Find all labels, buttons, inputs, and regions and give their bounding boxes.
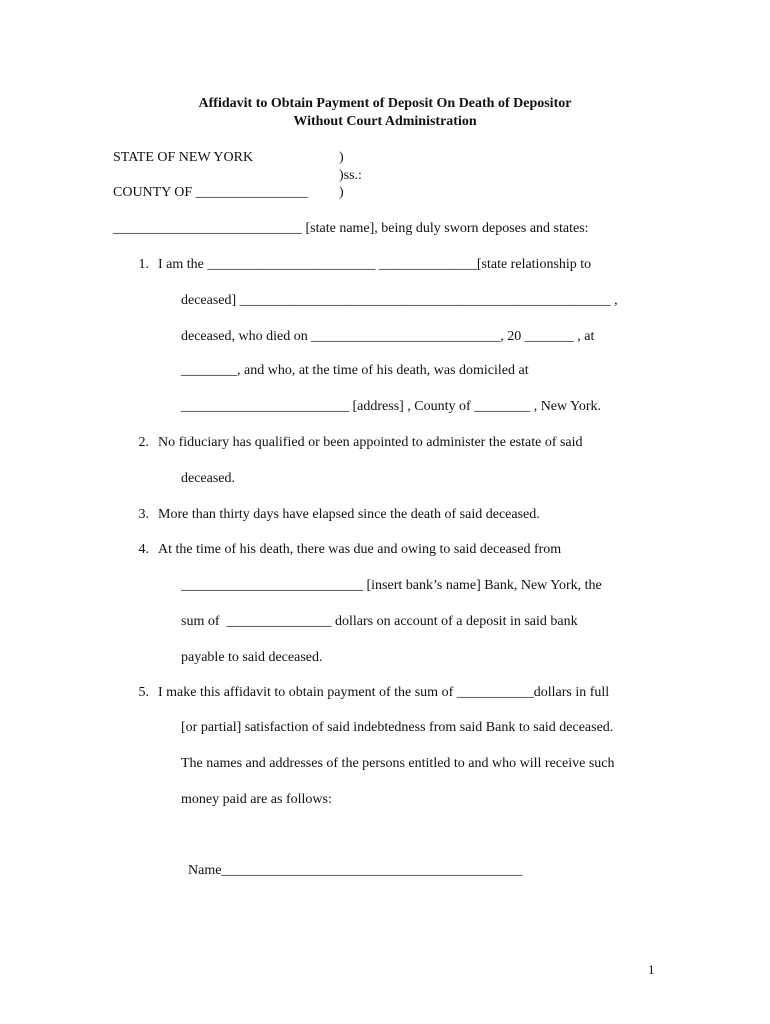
- item-1-line-1: I am the ________________________ ______________[state relationship to: [158, 257, 592, 272]
- venue-paren-3: ): [339, 185, 344, 200]
- item-5-line-3: The names and addresses of the persons entitled to and who will receive such: [181, 756, 615, 771]
- item-5-line-4: money paid are as follows:: [181, 792, 332, 807]
- item-1-line-4: ________, and who, at the time of his death, was domiciled at: [181, 363, 529, 378]
- name-field: Name___________________________________________: [188, 863, 523, 878]
- venue-ss: )ss.:: [339, 168, 362, 183]
- venue-paren-1: ): [339, 150, 344, 165]
- item-number: 4.: [138, 542, 149, 557]
- page-number: 1: [648, 962, 655, 977]
- item-1-line-5: ________________________ [address] , County of ________ , New York.: [181, 399, 601, 414]
- item-4-line-4: payable to said deceased.: [181, 650, 323, 665]
- item-4-line-3: sum of _______________ dollars on account of a deposit in said bank: [181, 614, 578, 629]
- document-subtitle: Without Court Administration: [293, 114, 477, 129]
- item-number: 3.: [138, 507, 149, 522]
- item-4-line-2: __________________________ [insert bank’s name] Bank, New York, the: [181, 578, 602, 593]
- item-4-line-1: At the time of his death, there was due and owing to said deceased from: [158, 542, 562, 557]
- document-title: Affidavit to Obtain Payment of Deposit On Death of Depositor: [198, 96, 572, 111]
- item-number: 1.: [138, 257, 149, 272]
- intro-statement: ___________________________ [state name], being duly sworn deposes and states:: [113, 221, 589, 236]
- item-5-line-1: I make this affidavit to obtain payment of the sum of ___________dollars in full: [158, 685, 610, 700]
- item-3-line-1: More than thirty days have elapsed since the death of said deceased.: [158, 507, 540, 522]
- venue-county: COUNTY OF ________________: [113, 185, 308, 200]
- item-number: 5.: [138, 685, 149, 700]
- item-5-line-2: [or partial] satisfaction of said indebtedness from said Bank to said deceased.: [181, 720, 614, 735]
- item-1-line-2: deceased] _____________________________________________________ ,: [181, 293, 618, 308]
- item-2-line-2: deceased.: [181, 471, 236, 486]
- item-1-line-3: deceased, who died on ___________________________, 20 _______ , at: [181, 329, 595, 344]
- item-2-line-1: No fiduciary has qualified or been appointed to administer the estate of said: [158, 435, 583, 450]
- venue-state: STATE OF NEW YORK: [113, 150, 254, 165]
- item-number: 2.: [138, 435, 149, 450]
